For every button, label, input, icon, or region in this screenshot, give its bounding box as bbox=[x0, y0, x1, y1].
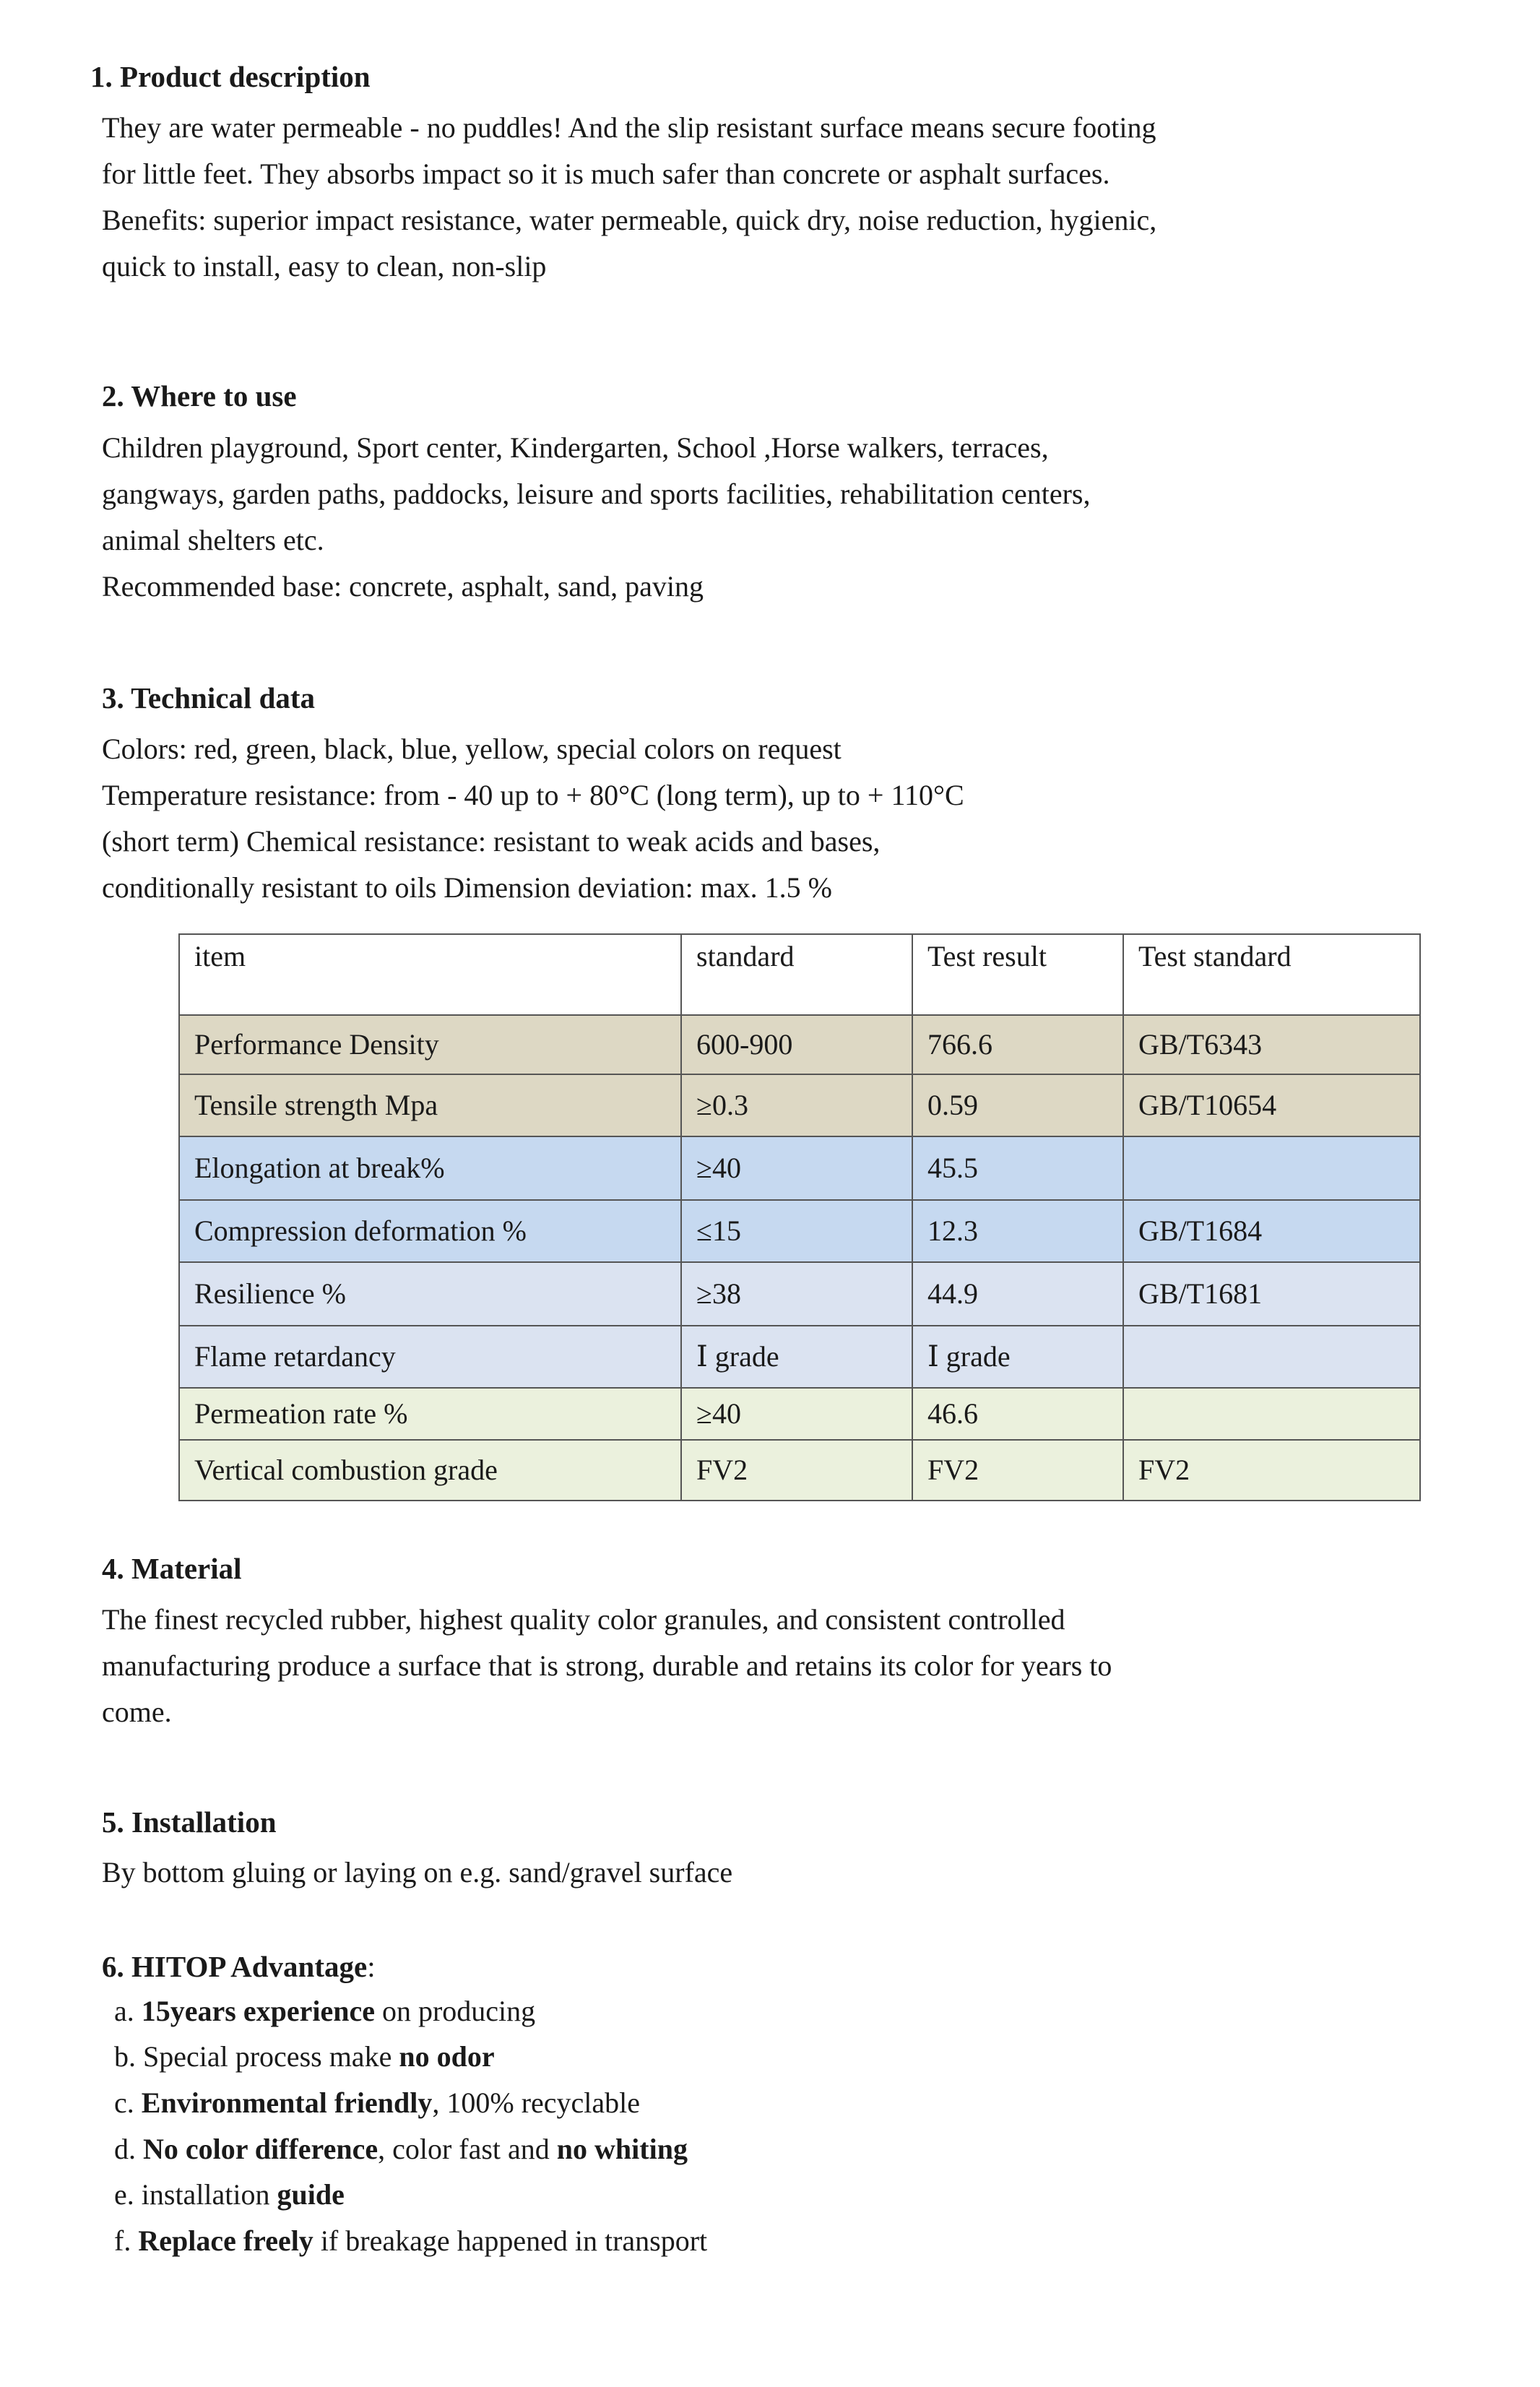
table-cell: FV2 bbox=[912, 1440, 1123, 1501]
section-heading: 3. Technical data bbox=[102, 681, 316, 715]
advantage-item bbox=[114, 2172, 345, 2218]
advantage-item bbox=[114, 2034, 495, 2080]
material-text bbox=[102, 1597, 1474, 1735]
text-line: (short term) Chemical resistance: resistant to weak acids and bases, bbox=[102, 825, 881, 858]
section-heading: 1. Product description bbox=[90, 60, 371, 93]
table-cell: GB/T6343 bbox=[1123, 1015, 1420, 1074]
where-to-use-text bbox=[102, 425, 1474, 610]
table-cell: 12.3 bbox=[912, 1200, 1123, 1262]
item-marker: a. bbox=[114, 1995, 142, 2027]
text-line: The finest recycled rubber, highest quality color granules, and consistent controlled bbox=[102, 1603, 1065, 1636]
table-cell: Ⅰ grade bbox=[912, 1326, 1123, 1388]
section-where-to-use bbox=[102, 370, 1474, 422]
table-cell: ≥40 bbox=[681, 1136, 912, 1200]
text: installation bbox=[141, 2178, 277, 2211]
item-marker: b. bbox=[114, 2040, 143, 2073]
text: Special process make bbox=[143, 2040, 399, 2073]
heading-colon: : bbox=[367, 1950, 376, 1983]
table-cell: ≥38 bbox=[681, 1262, 912, 1326]
item-marker: d. bbox=[114, 2133, 143, 2165]
section-product-description bbox=[90, 51, 1463, 103]
text-line: Children playground, Sport center, Kindergarten, School ,Horse walkers, terraces, bbox=[102, 431, 1049, 464]
text-line: conditionally resistant to oils Dimension deviation: max. 1.5 % bbox=[102, 871, 832, 904]
text-line: manufacturing produce a surface that is strong, durable and retains its color for years to bbox=[102, 1649, 1112, 1682]
table-row bbox=[179, 1262, 1420, 1326]
table-cell: GB/T10654 bbox=[1123, 1074, 1420, 1136]
table-cell bbox=[1123, 1388, 1420, 1440]
table-header-row bbox=[179, 934, 1420, 1015]
section-technical-data bbox=[102, 672, 1474, 724]
table-cell: 46.6 bbox=[912, 1388, 1123, 1440]
table-row bbox=[179, 1200, 1420, 1262]
advantage-item bbox=[114, 1988, 535, 2034]
header-cell: standard bbox=[681, 934, 912, 1015]
text-line: Recommended base: concrete, asphalt, sand, paving bbox=[102, 570, 704, 603]
section-material bbox=[102, 1542, 1474, 1594]
bold-text: no whiting bbox=[556, 2133, 688, 2165]
table-cell: ≥0.3 bbox=[681, 1074, 912, 1136]
table-cell: FV2 bbox=[681, 1440, 912, 1501]
text-line: quick to install, easy to clean, non-slip bbox=[102, 250, 547, 282]
advantage-item bbox=[114, 2218, 707, 2264]
table-cell: 45.5 bbox=[912, 1136, 1123, 1200]
table-cell: GB/T1681 bbox=[1123, 1262, 1420, 1326]
text-line: Temperature resistance: from - 40 up to + 80°C (long term), up to + 110°C bbox=[102, 779, 964, 811]
table-cell: 766.6 bbox=[912, 1015, 1123, 1074]
table-cell: 600-900 bbox=[681, 1015, 912, 1074]
text: , 100% recyclable bbox=[432, 2086, 641, 2119]
table-cell: ≥40 bbox=[681, 1388, 912, 1440]
text-line: gangways, garden paths, paddocks, leisure and sports facilities, rehabilitation centers, bbox=[102, 478, 1091, 510]
technical-data-table bbox=[178, 933, 1421, 1501]
section-installation bbox=[102, 1796, 1474, 1848]
bold-text: 15years experience bbox=[141, 1995, 375, 2027]
text-line: By bottom gluing or laying on e.g. sand/gravel surface bbox=[102, 1856, 733, 1889]
item-marker: c. bbox=[114, 2086, 142, 2119]
section-heading: 2. Where to use bbox=[102, 379, 297, 413]
table-row bbox=[179, 1440, 1420, 1501]
table-row bbox=[179, 1388, 1420, 1440]
bold-text: no odor bbox=[399, 2040, 495, 2073]
installation-text bbox=[102, 1849, 1474, 1896]
advantage-item bbox=[114, 2126, 688, 2172]
section-advantage bbox=[102, 1941, 1474, 1993]
header-cell: Test standard bbox=[1123, 934, 1420, 1015]
table-cell bbox=[1123, 1136, 1420, 1200]
table-cell: Tensile strength Mpa bbox=[179, 1074, 681, 1136]
table-cell: Performance Density bbox=[179, 1015, 681, 1074]
bold-text: guide bbox=[277, 2178, 345, 2211]
table-cell: Resilience % bbox=[179, 1262, 681, 1326]
product-description-text bbox=[102, 105, 1474, 290]
table-cell: Elongation at break% bbox=[179, 1136, 681, 1200]
text-line: Colors: red, green, black, blue, yellow, special colors on request bbox=[102, 733, 842, 765]
section-heading: 6. HITOP Advantage bbox=[102, 1950, 368, 1983]
table-cell: GB/T1684 bbox=[1123, 1200, 1420, 1262]
header-cell: Test result bbox=[912, 934, 1123, 1015]
advantage-item bbox=[114, 2080, 640, 2126]
technical-data-text bbox=[102, 726, 1474, 911]
table-cell bbox=[1123, 1326, 1420, 1388]
section-heading: 5. Installation bbox=[102, 1805, 277, 1839]
table-row bbox=[179, 1074, 1420, 1136]
table-cell: Compression deformation % bbox=[179, 1200, 681, 1262]
text: , color fast and bbox=[378, 2133, 557, 2165]
item-marker: f. bbox=[114, 2224, 139, 2257]
table-cell: 0.59 bbox=[912, 1074, 1123, 1136]
text-line: Benefits: superior impact resistance, water permeable, quick dry, noise reduction, hygienic, bbox=[102, 204, 1157, 236]
text-line: They are water permeable - no puddles! And the slip resistant surface means secure footing bbox=[102, 111, 1156, 144]
table-row bbox=[179, 1136, 1420, 1200]
table-cell: FV2 bbox=[1123, 1440, 1420, 1501]
table-cell: 44.9 bbox=[912, 1262, 1123, 1326]
text: if breakage happened in transport bbox=[313, 2224, 708, 2257]
table-cell: Ⅰ grade bbox=[681, 1326, 912, 1388]
section-heading: 4. Material bbox=[102, 1552, 242, 1585]
table-cell: Flame retardancy bbox=[179, 1326, 681, 1388]
table-row bbox=[179, 1015, 1420, 1074]
text: on producing bbox=[374, 1995, 536, 2027]
header-cell: item bbox=[179, 934, 681, 1015]
table-row bbox=[179, 1326, 1420, 1388]
bold-text: No color difference bbox=[143, 2133, 378, 2165]
text-line: for little feet. They absorbs impact so it is much safer than concrete or asphalt surfaces. bbox=[102, 157, 1110, 190]
bold-text: Environmental friendly bbox=[141, 2086, 433, 2119]
text-line: come. bbox=[102, 1696, 172, 1728]
text-line: animal shelters etc. bbox=[102, 524, 324, 556]
table-cell: Permeation rate % bbox=[179, 1388, 681, 1440]
item-marker: e. bbox=[114, 2178, 142, 2211]
bold-text: Replace freely bbox=[138, 2224, 313, 2257]
table-cell: ≤15 bbox=[681, 1200, 912, 1262]
table-cell: Vertical combustion grade bbox=[179, 1440, 681, 1501]
